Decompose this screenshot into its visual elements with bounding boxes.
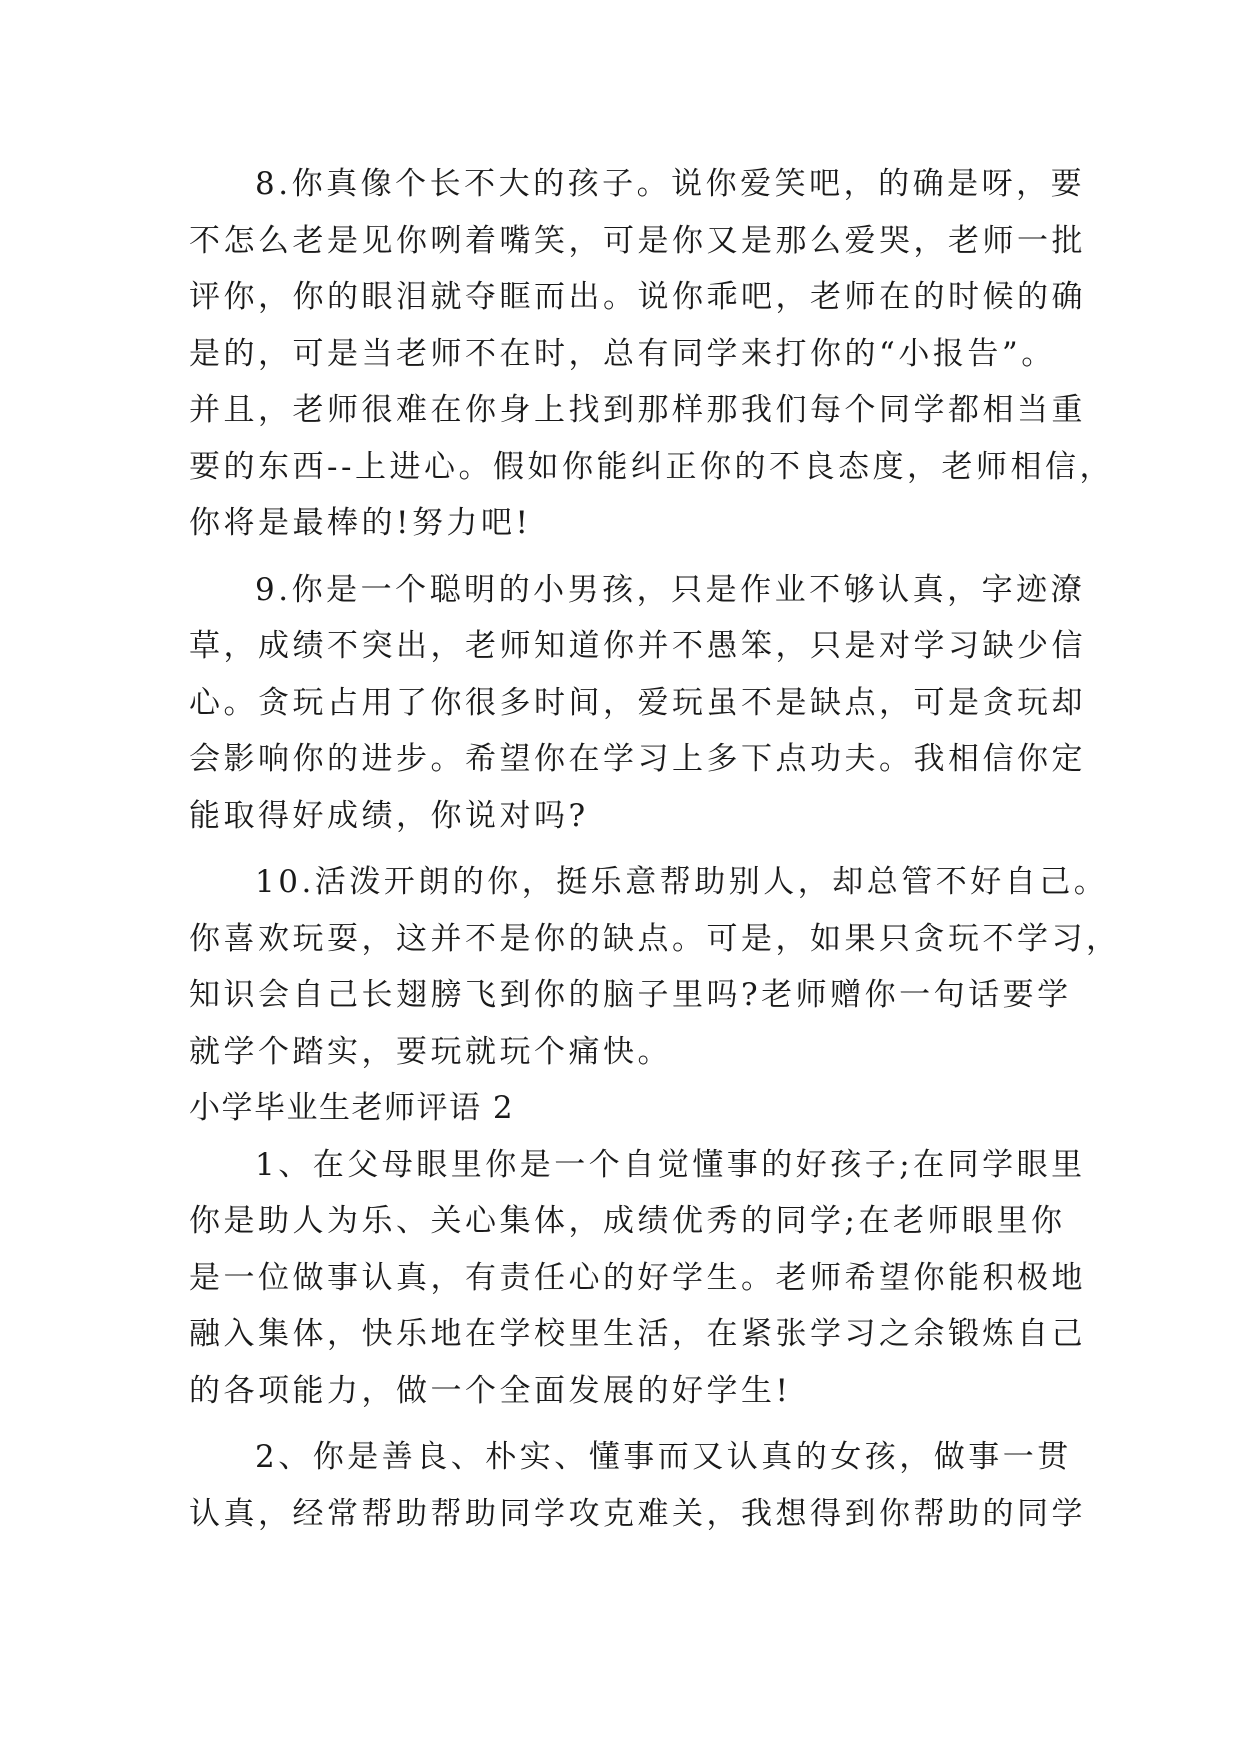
- paragraph-line: 评你，你的眼泪就夺眶而出。说你乖吧，老师在的时候的确: [189, 279, 1086, 315]
- paragraph-line: 你将是最棒的!努力吧!: [189, 505, 532, 541]
- section-paragraph-1: [189, 1137, 1086, 1420]
- paragraph-line: 认真，经常帮助帮助同学攻克难关，我想得到你帮助的同学: [189, 1495, 1086, 1532]
- paragraph-line: 能取得好成绩，你说对吗?: [189, 797, 589, 834]
- paragraph-line: 知识会自己长翅膀飞到你的脑子里吗?老师赠你一句话要学: [189, 977, 1072, 1013]
- paragraph-line: 是的，可是当老师不在时，总有同学来打你的“小报告”。: [189, 335, 1056, 372]
- paragraph-8: [189, 156, 1114, 552]
- paragraph-line: 草，成绩不突出，老师知道你并不愚笨，只是对学习缺少信: [189, 628, 1086, 664]
- paragraph-line: 8.你真像个长不大的孩子。说你爱笑吧，的确是呀，要: [255, 166, 1086, 202]
- paragraph-10: [189, 854, 1121, 1080]
- paragraph-line: 2、你是善良、朴实、懂事而又认真的女孩，做事一贯: [255, 1439, 1072, 1475]
- paragraph-gap: [189, 1419, 1053, 1429]
- paragraph-gap: [189, 844, 1053, 854]
- paragraph-line: 不怎么老是见你咧着嘴笑，可是你又是那么爱哭，老师一批: [189, 222, 1086, 259]
- paragraph-line: 会影响你的进步。希望你在学习上多下点功夫。我相信你定: [189, 741, 1086, 777]
- paragraph-line: 你喜欢玩耍，这并不是你的缺点。可是，如果只贪玩不学习，: [189, 920, 1121, 957]
- paragraph-line: 的各项能力，做一个全面发展的好学生!: [189, 1372, 792, 1409]
- paragraph-9: [189, 562, 1086, 845]
- paragraph-line: 要的东西--上进心。假如你能纠正你的不良态度，老师相信，: [189, 448, 1114, 485]
- paragraph-line: 1、在父母眼里你是一个自觉懂事的好孩子;在同学眼里: [255, 1146, 1086, 1183]
- paragraph-line: 心。贪玩占用了你很多时间，爱玩虽不是缺点，可是贪玩却: [189, 684, 1086, 721]
- paragraph-line: 就学个踏实，要玩就玩个痛快。: [189, 1033, 672, 1070]
- section-paragraph-2: [189, 1429, 1086, 1542]
- paragraph-gap: [189, 552, 1053, 562]
- paragraph-line: 10.活泼开朗的你，挺乐意帮助别人，却总管不好自己。: [255, 864, 1109, 900]
- section-heading: 小学毕业生老师评语 2: [189, 1090, 515, 1126]
- paragraph-line: 你是助人为乐、关心集体，成绩优秀的同学;在老师眼里你: [189, 1203, 1066, 1239]
- paragraph-line: 融入集体，快乐地在学校里生活，在紧张学习之余锻炼自己: [189, 1316, 1086, 1352]
- paragraph-line: 并且，老师很难在你身上找到那样那我们每个同学都相当重: [189, 392, 1086, 428]
- paragraph-line: 9.你是一个聪明的小男孩，只是作业不够认真，字迹潦: [255, 571, 1086, 608]
- paragraph-line: 是一位做事认真，有责任心的好学生。老师希望你能积极地: [189, 1259, 1086, 1296]
- document-body: [189, 156, 1121, 1542]
